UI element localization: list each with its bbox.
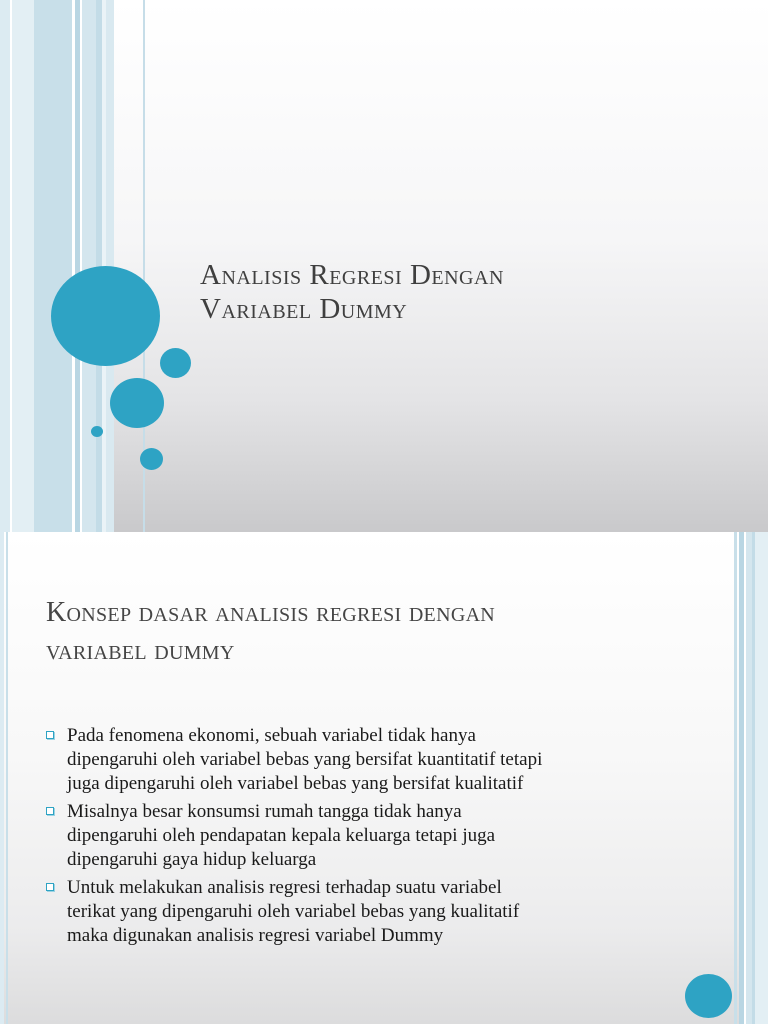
bullet-text-line: Untuk melakukan analisis regresi terhadap suatu variabel: [67, 877, 502, 898]
decorative-circle: [140, 448, 163, 470]
square-bullet-icon: [46, 807, 54, 815]
decorative-stripe: [12, 0, 34, 532]
slide-title-line: Konsep dasar analisis regresi dengan: [46, 597, 496, 628]
decorative-circle: [91, 426, 103, 437]
bullet-text-line: dipengaruhi oleh pendapatan kepala keluarga tetapi juga: [67, 825, 496, 846]
bullet-text-line: terikat yang dipengaruhi oleh variabel bebas yang kualitatif: [67, 901, 520, 922]
decorative-circle: [685, 974, 732, 1018]
decorative-circle: [110, 378, 164, 428]
bullet-text-line: Pada fenomena ekonomi, sebuah variabel tidak hanya: [67, 725, 476, 746]
decorative-stripe: [34, 0, 72, 532]
bullet-text-line: dipengaruhi oleh variabel bebas yang bersifat kuantitatif tetapi: [67, 749, 543, 770]
slide-title-line: Variabel Dummy: [200, 293, 408, 325]
square-bullet-icon: [46, 883, 54, 891]
square-bullet-icon: [46, 731, 54, 739]
decorative-stripe: [0, 0, 10, 532]
bullet-text-line: dipengaruhi gaya hidup keluarga: [67, 849, 317, 870]
decorative-stripe: [0, 532, 4, 1024]
bullet-text-line: Misalnya besar konsumsi rumah tangga tidak hanya: [67, 801, 462, 822]
slide-title-line: variabel dummy: [46, 635, 235, 666]
list-item: [46, 724, 686, 796]
bullet-list: [46, 724, 686, 952]
list-item: [46, 876, 686, 948]
slide-title: [200, 258, 740, 326]
decorative-stripe: [6, 532, 8, 1024]
decorative-stripe: [755, 532, 768, 1024]
decorative-circle: [51, 266, 160, 366]
slide-title: [46, 594, 686, 670]
decorative-circle: [160, 348, 191, 378]
decorative-stripe: [734, 532, 737, 1024]
bullet-text-line: maka digunakan analisis regresi variabel Dummy: [67, 925, 444, 946]
content-slide: [0, 532, 768, 1024]
bullet-text-line: juga dipengaruhi oleh variabel bebas yang bersifat kualitatif: [67, 773, 524, 794]
list-item: [46, 800, 686, 872]
slide-title-line: Analisis Regresi Dengan: [200, 259, 504, 291]
